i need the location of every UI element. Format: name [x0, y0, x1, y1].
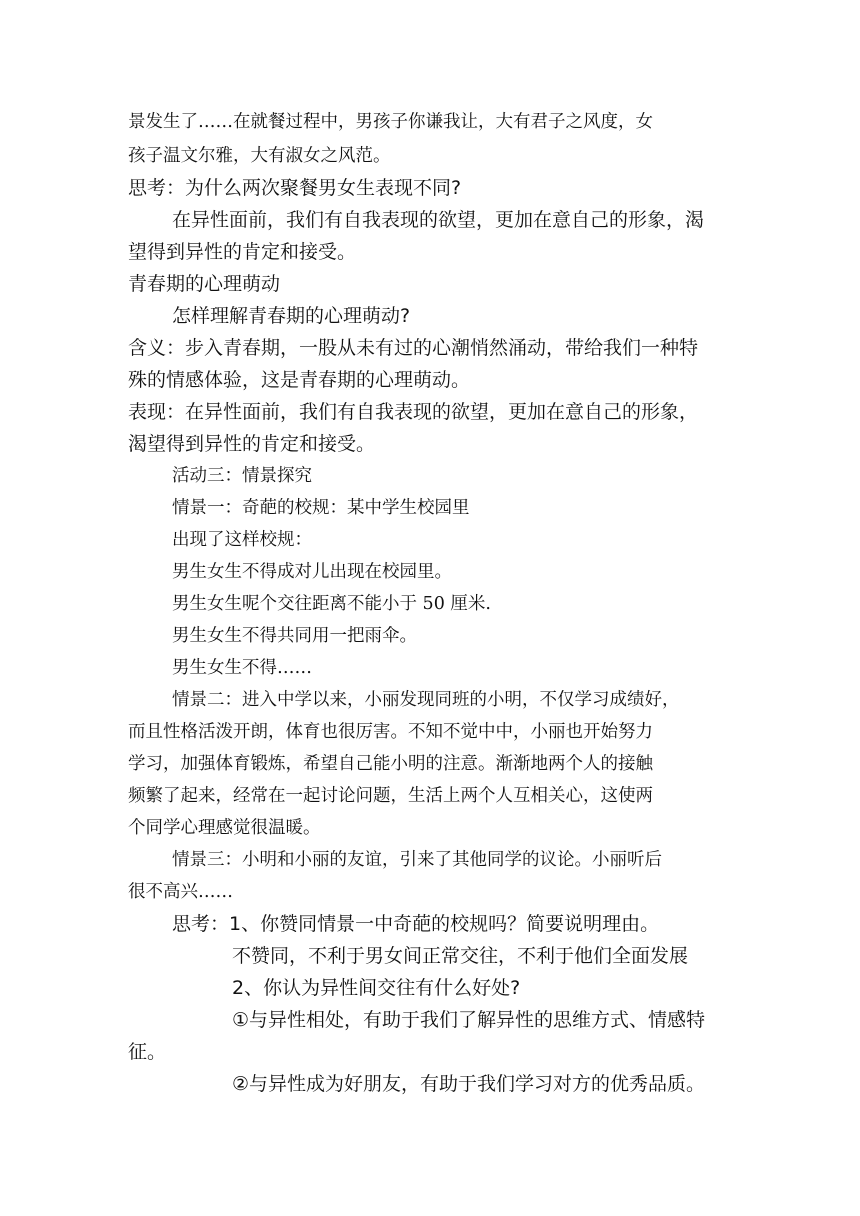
text-line: 情景一：奇葩的校规：某中学生校园里	[172, 498, 470, 518]
text-line: 活动三：情景探究	[172, 466, 312, 486]
text-line: 频繁了起来，经常在一起讨论问题，生活上两个人互相关心，这使两	[128, 786, 653, 806]
text-line: 征。	[128, 1041, 167, 1063]
text-line: 而且性格活泼开朗，体育也很厉害。不知不觉中中，小丽也开始努力	[128, 722, 653, 742]
text-line: 在异性面前，我们有自我表现的欲望，更加在意自己的形象，渴	[172, 209, 705, 231]
text-line: 2、你认为异性间交往有什么好处?	[232, 977, 521, 999]
text-line: 不赞同，不利于男女间正常交往，不利于他们全面发展	[232, 945, 689, 967]
text-line: 孩子温文尔雅，大有淑女之风范。	[128, 146, 391, 166]
text-line: 思考：1、你赞同情景一中奇葩的校规吗？简要说明理由。	[172, 913, 660, 935]
text-line: 望得到异性的肯定和接受。	[128, 241, 357, 263]
text-line: 男生女生呢个交往距离不能小于 50 厘米.	[172, 594, 491, 614]
text-line: 男生女生不得……	[172, 658, 312, 678]
text-line: 男生女生不得成对儿出现在校园里。	[172, 562, 452, 582]
text-line: ①与异性相处，有助于我们了解异性的思维方式、情感特	[232, 1009, 706, 1031]
text-line: 情景三：小明和小丽的友谊，引来了其他同学的议论。小丽听后	[172, 850, 662, 870]
text-line: 怎样理解青春期的心理萌动?	[172, 305, 411, 327]
text-line: 很不高兴……	[128, 882, 233, 902]
text-line: 男生女生不得共同用一把雨伞。	[172, 626, 417, 646]
text-line: 情景二：进入中学以来，小丽发现同班的小明，不仅学习成绩好，	[172, 690, 680, 710]
text-line: 表现：在异性面前，我们有自我表现的欲望，更加在意自己的形象，	[128, 401, 699, 423]
text-line: 殊的情感体验，这是青春期的心理萌动。	[128, 369, 471, 391]
text-line: 景发生了……在就餐过程中，男孩子你谦我让，大有君子之风度，女	[128, 112, 653, 132]
text-line: ②与异性成为好朋友，有助于我们学习对方的优秀品质。	[232, 1073, 706, 1095]
text-line: 含义：步入青春期，一股从未有过的心潮悄然涌动，带给我们一种特	[128, 337, 699, 359]
text-line: 渴望得到异性的肯定和接受。	[128, 433, 376, 455]
section-heading: 青春期的心理萌动	[128, 273, 281, 295]
text-line: 个同学心理感觉很温暖。	[128, 818, 321, 838]
text-line: 学习，加强体育锻炼，希望自己能小明的注意。渐渐地两个人的接触	[128, 754, 653, 774]
text-line: 思考：为什么两次聚餐男女生表现不同?	[128, 177, 462, 199]
text-line: 出现了这样校规：	[172, 530, 312, 550]
